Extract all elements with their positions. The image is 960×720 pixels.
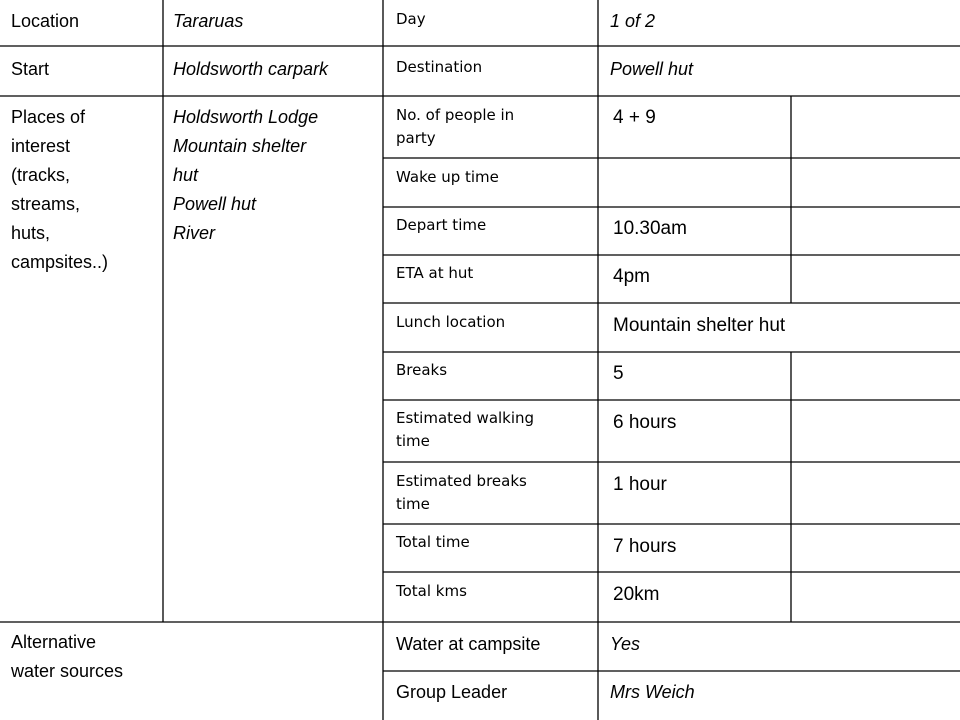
value-line: Holdsworth Lodge: [173, 107, 319, 127]
start-value: Holdsworth carpark: [173, 59, 329, 79]
group-leader-label: Group Leader: [396, 682, 508, 702]
label-line: No. of people in: [396, 106, 515, 124]
location-value: Tararuas: [173, 11, 244, 31]
total-time-label: Total time: [396, 533, 470, 551]
lunch-location-value: Mountain shelter hut: [613, 315, 786, 336]
label-line: time: [396, 495, 430, 513]
label-line: campsites..): [11, 252, 109, 272]
day-value: 1 of 2: [610, 11, 656, 31]
label-line: streams,: [11, 194, 81, 214]
label-line: (tracks,: [11, 165, 71, 185]
label-line: time: [396, 432, 430, 450]
water-at-campsite-value: Yes: [610, 634, 641, 654]
alternative-water-label: [11, 628, 123, 686]
total-time-value: 7 hours: [613, 536, 677, 557]
estimated-breaks-value: 1 hour: [613, 474, 667, 495]
value-line: hut: [173, 165, 199, 185]
destination-value: Powell hut: [610, 59, 694, 79]
total-kms-label: Total kms: [396, 582, 467, 600]
value-line: Mountain shelter: [173, 136, 307, 156]
value-line: River: [173, 223, 216, 243]
eta-value: 4pm: [613, 266, 650, 287]
lunch-location-label: Lunch location: [396, 313, 506, 331]
label-line: Estimated walking: [396, 409, 535, 427]
depart-time-value: 10.30am: [613, 218, 687, 239]
label-line: water sources: [11, 661, 124, 681]
eta-label: ETA at hut: [396, 264, 474, 282]
label-line: Alternative: [11, 632, 97, 652]
label-line: party: [396, 129, 436, 147]
label-line: Places of: [11, 107, 86, 127]
location-label: Location: [11, 11, 80, 31]
people-label: [396, 104, 514, 150]
label-line: interest: [11, 136, 71, 156]
breaks-label: Breaks: [396, 361, 448, 379]
places-of-interest-value: [173, 103, 318, 248]
start-label: Start: [11, 59, 50, 79]
estimated-walking-label: [396, 407, 534, 453]
destination-label: Destination: [396, 58, 483, 76]
estimated-breaks-label: [396, 470, 527, 516]
total-kms-value: 20km: [613, 584, 660, 605]
people-value: 4 + 9: [613, 107, 656, 128]
wake-up-label: Wake up time: [396, 168, 499, 186]
breaks-value: 5: [613, 363, 624, 384]
label-line: huts,: [11, 223, 51, 243]
estimated-walking-value: 6 hours: [613, 412, 677, 433]
water-at-campsite-label: Water at campsite: [396, 634, 541, 654]
value-line: Powell hut: [173, 194, 257, 214]
depart-time-label: Depart time: [396, 216, 487, 234]
day-label: Day: [396, 10, 426, 28]
places-of-interest-label: [11, 103, 108, 277]
label-line: Estimated breaks: [396, 472, 527, 490]
group-leader-value: Mrs Weich: [610, 682, 695, 702]
